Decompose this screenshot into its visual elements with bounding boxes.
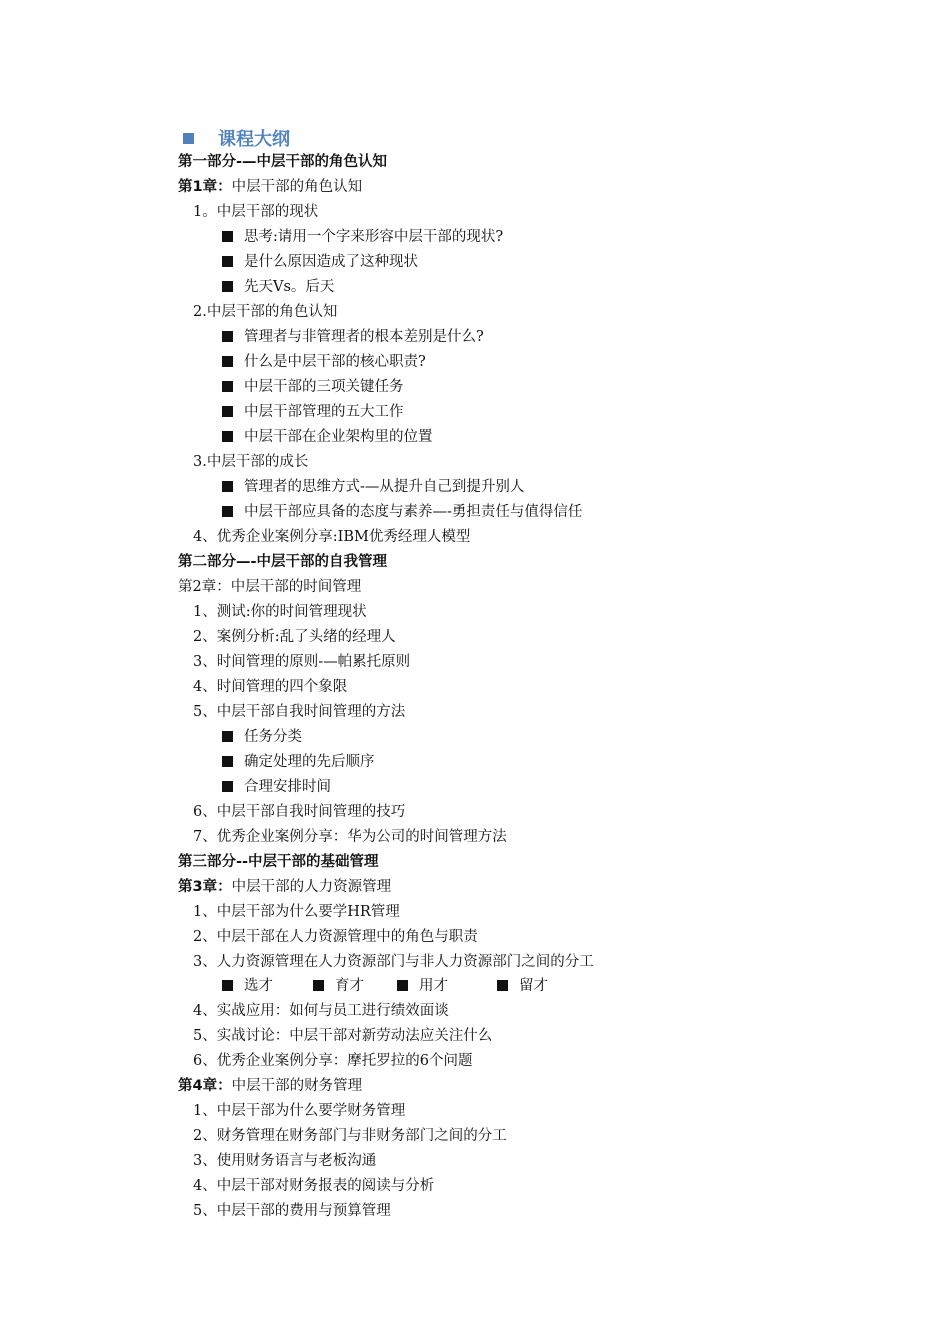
list-item: 3、时间管理的原则-—帕累托原则 [193,654,411,670]
chapter-label: 第4章： [178,1078,232,1094]
square-bullet-icon [222,731,233,742]
chapter-heading [178,575,361,600]
bullet-item [222,400,404,425]
bullet-text: 先天Vs。后天 [244,279,335,295]
square-bullet-icon [222,281,233,292]
bullet-text: 中层干部管理的五大工作 [244,404,404,420]
bullet-text: 中层干部在企业架构里的位置 [244,429,433,445]
square-bullet-icon [313,980,324,991]
list-item: 1、测试:你的时间管理现状 [193,604,367,620]
square-bullet-icon [222,256,233,267]
bullet-text: 是什么原因造成了这种现状 [244,254,418,270]
list-item: 1、中层干部为什么要学财务管理 [193,1103,406,1119]
square-bullet-icon [222,381,233,392]
square-bullet-icon [222,406,233,417]
square-bullet-icon [222,331,233,342]
chapter-heading [178,875,391,900]
square-bullet-icon [222,356,233,367]
chapter-title: 中层干部的时间管理 [230,579,362,595]
bullet-text: 中层干部的三项关键任务 [244,379,404,395]
list-item: 5、中层干部自我时间管理的方法 [193,704,406,720]
list-item: 3、使用财务语言与老板沟通 [193,1153,377,1169]
bullet-text: 任务分类 [244,729,302,745]
bullet-text: 思考:请用一个字来形容中层干部的现状? [244,229,504,245]
list-item: 2、财务管理在财务部门与非财务部门之间的分工 [193,1128,507,1144]
list-item: 4、中层干部对财务报表的阅读与分析 [193,1178,435,1194]
bullet-item [222,250,418,275]
part-heading: 第二部分—-中层干部的自我管理 [178,554,388,570]
square-bullet-icon [497,980,508,991]
list-item: 4、优秀企业案例分享:IBM优秀经理人模型 [193,529,471,545]
chapter-title: 中层干部的角色认知 [231,179,363,195]
bullet-item [222,350,426,375]
list-item: 4、时间管理的四个象限 [193,679,348,695]
part-heading: 第一部分-—中层干部的角色认知 [178,154,388,170]
list-item: 2、中层干部在人力资源管理中的角色与职责 [193,929,478,945]
list-item: 6、优秀企业案例分享：摩托罗拉的6个问题 [193,1053,473,1069]
chapter-heading [178,1074,362,1099]
bullet-item [222,325,484,350]
square-bullet-icon [222,506,233,517]
bullet-item [222,225,503,250]
list-item: 7、优秀企业案例分享：华为公司的时间管理方法 [193,829,507,845]
square-bullet-icon [222,756,233,767]
bullet-text: 管理者与非管理者的根本差别是什么? [244,329,484,345]
bullet-text: 确定处理的先后顺序 [244,754,375,770]
bullet-item [222,500,582,525]
list-item: 3、人力资源管理在人力资源部门与非人力资源部门之间的分工 [193,954,594,970]
chapter-heading [178,175,362,200]
chapter-label: 第1章： [178,179,232,195]
bullet-text: 中层干部应具备的态度与素养—-勇担责任与值得信任 [244,504,583,520]
bullet-text: 什么是中层干部的核心职责? [244,354,426,370]
square-bullet-icon [222,431,233,442]
chapter-title: 中层干部的财务管理 [231,1078,363,1094]
hr-function: 选才 [222,974,313,999]
bullet-item [222,775,331,800]
list-item: 5、实战讨论：中层干部对新劳动法应关注什么 [193,1028,493,1044]
square-bullet-icon [183,133,194,144]
list-item: 1、中层干部为什么要学HR管理 [193,904,400,920]
square-bullet-icon [397,980,408,991]
bullet-item [222,725,302,750]
title-text: 课程大纲 [218,129,290,150]
hr-function: 用才 [397,974,497,999]
list-item: 6、中层干部自我时间管理的技巧 [193,804,406,820]
hr-function: 留才 [497,974,548,999]
bullet-item [222,750,375,775]
section-title [183,125,290,151]
list-item: 3.中层干部的成长 [193,454,309,470]
bullet-item [222,275,334,300]
square-bullet-icon [222,231,233,242]
bullet-item [222,375,404,400]
hr-function: 育才 [313,974,397,999]
square-bullet-icon [222,781,233,792]
square-bullet-icon [222,980,233,991]
bullet-text: 管理者的思维方式-—从提升自己到提升别人 [244,479,525,495]
chapter-label: 第3章： [178,879,232,895]
chapter-title: 中层干部的人力资源管理 [231,879,392,895]
bullet-text: 合理安排时间 [244,779,331,795]
bullet-item [222,425,433,450]
hr-functions-row [222,974,548,999]
part-heading: 第三部分--中层干部的基础管理 [178,854,379,870]
list-item: 4、实战应用：如何与员工进行绩效面谈 [193,1003,449,1019]
square-bullet-icon [222,481,233,492]
list-item: 2、案例分析:乱了头绪的经理人 [193,629,396,645]
chapter-label: 第2章： [178,579,231,595]
list-item: 2.中层干部的角色认知 [193,304,338,320]
list-item: 1。中层干部的现状 [193,204,319,220]
bullet-item [222,475,524,500]
list-item: 5、中层干部的费用与预算管理 [193,1203,391,1219]
